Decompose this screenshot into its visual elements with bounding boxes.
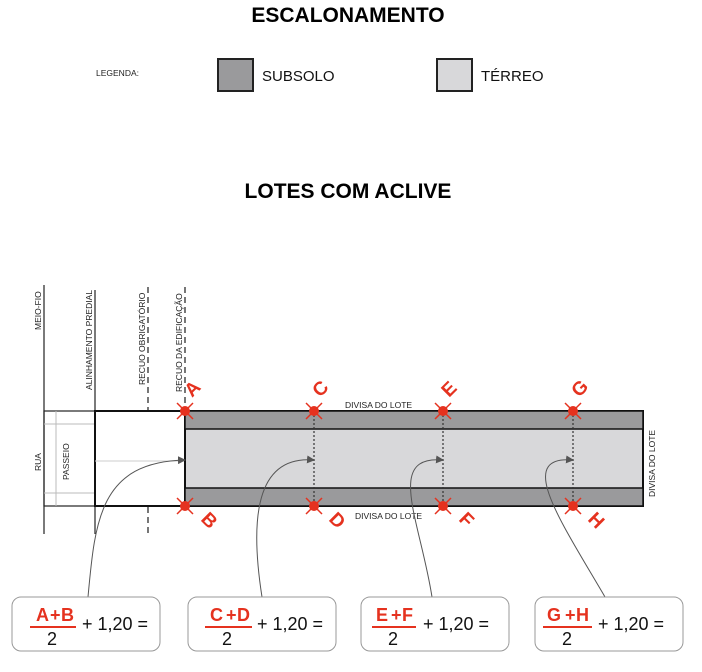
formula-c: C [210,605,223,625]
formula-box-cd [188,597,336,651]
point-label-a: A [180,376,206,402]
point-label-e: E [437,377,462,402]
label-passeio: PASSEIO [61,443,71,480]
legend-swatch-subsolo [218,59,253,91]
page-title: ESCALONAMENTO [251,4,445,27]
point-label-h: H [583,508,609,534]
point-label-b: B [196,508,222,534]
legend-item-terreo: TÉRREO [481,68,544,85]
point-label-d: D [324,508,350,534]
formula-b: B [61,605,74,625]
point-label-c: C [308,376,334,402]
formula-box-ab [12,597,160,651]
formula-plus: + [226,605,237,625]
legend-swatch-terreo [437,59,472,91]
formula-e: E [376,605,389,625]
formula-d: D [237,605,250,625]
formula-rest: + 1,20 = [423,614,490,634]
formula-box-gh [535,597,683,651]
label-recuo-obrigatorio: RECUO OBRIGATÓRIO [137,292,147,385]
label-divisa-lateral: DIVISA DO LOTE [647,429,657,497]
formula-plus: + [565,605,576,625]
label-alinhamento-predial: ALINHAMENTO PREDIAL [84,290,94,390]
label-divisa-inferior: DIVISA DO LOTE [355,511,423,521]
section-title: LOTES COM ACLIVE [244,180,452,203]
formula-f: F [402,605,413,625]
legend-label: LEGENDA: [96,68,139,78]
formula-h: H [576,605,589,625]
formula-rest: + 1,20 = [257,614,324,634]
recuo-area [95,411,185,506]
point-label-g: G [567,376,593,402]
formula-plus: + [50,605,61,625]
legend-item-subsolo: SUBSOLO [262,68,335,85]
label-divisa-superior: DIVISA DO LOTE [345,400,413,410]
label-meio-fio: MEIO-FIO [33,291,43,330]
formula-den: 2 [388,629,399,649]
formula-rest: + 1,20 = [598,614,665,634]
formula-a: A [36,605,49,625]
formula-box-ef [361,597,509,651]
formula-rest: + 1,20 = [82,614,149,634]
formula-den: 2 [47,629,58,649]
point-label-f: F [454,508,478,532]
formula-plus: + [391,605,402,625]
formula-den: 2 [222,629,233,649]
label-rua: RUA [33,453,43,471]
label-recuo-edificacao: RECUO DA EDIFICAÇÃO [174,293,184,392]
formula-den: 2 [562,629,573,649]
formula-g: G [547,605,562,625]
